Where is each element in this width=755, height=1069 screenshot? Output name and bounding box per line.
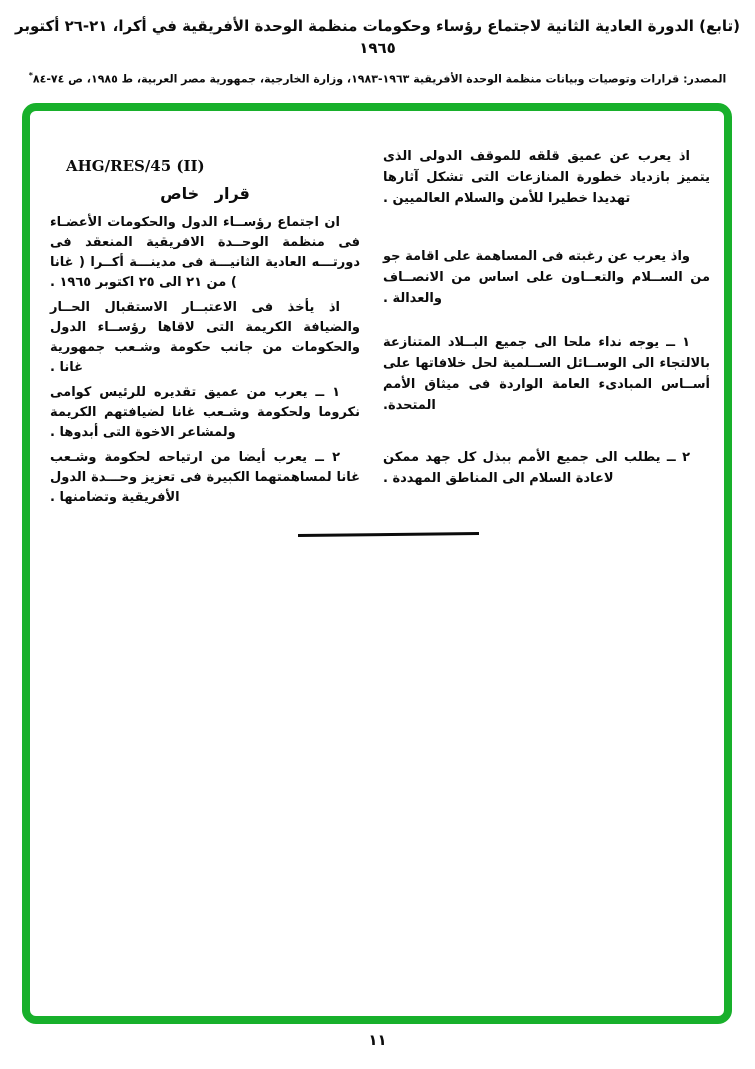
resolution-right-column: [383, 146, 710, 489]
header-source-line: [0, 68, 755, 87]
document-reference: AHG/RES/45 (II): [66, 157, 205, 175]
resolution-left-column: [50, 157, 360, 513]
resolution-paragraph: ٢ ــ يعرب أيضا من ارتياحه لحكومة وشـعب غانا لمساهمتهما الكبيرة فى تعزيز وحـــدة الدول الأفريقية وتضامنها .: [50, 450, 360, 505]
resolution-paragraph: ١ ــ يعرب من عميق تقديره للرئيس كوامى نكروما ولحكومة وشـعب غانا لضيافتهم الكريمة ولمشاعر الاخوة التى أبدوها .: [50, 385, 360, 440]
resolution-paragraph: اذ يعرب عن عميق قلقه للموقف الدولى الذى يتميز بازدياد خطورة المنازعات التى تشكل آثارها تهديدا خطيرا للأمن والسلام العالميين .: [383, 149, 710, 206]
footnote-mark: *: [28, 71, 33, 80]
page-number: ١١: [368, 1031, 387, 1049]
resolution-paragraph: واذ يعرب عن رغبته فى المساهمة على اقامة جو من الســلام والتعــاون على اساس من الانصــاف والعدالة .: [383, 249, 710, 306]
page-header: [0, 15, 755, 87]
resolution-paragraph: ان اجتماع رؤســاء الدول والحكومات الأعضـاء فى منظمة الوحــدة الافريقية المنعقد فى دورتـــه العادية الثانيـــة فى مدينـــة أكــرا ( غانا ) من ٢١ الى ٢٥ اكتوبر ١٩٦٥ .: [50, 215, 360, 290]
header-source-text: المصدر: قرارات وتوصيات وبيانات منظمة الوحدة الأفريقية ١٩٦٣-١٩٨٣، وزارة الخارجية، جمهورية مصر العربية، ط ١٩٨٥، ص ٧٤-٨٤: [32, 72, 727, 86]
resolution-paragraph: ١ ــ يوجه نداء ملحا الى جميع البــلاد المتنازعة بالالتجاء الى الوســائل الســلمية لحل خلافاتها على أســاس المبادىء العامة الواردة فى ميثاق الأمم المتحدة.: [383, 335, 710, 413]
resolution-paragraph: ٢ ــ يطلب الى جميع الأمم ببذل كل جهد ممكن لاعادة السلام الى المناطق المهددة .: [383, 450, 690, 486]
header-session-title: (تابع) الدورة العادية الثانية لاجتماع رؤساء وحكومات منظمة الوحدة الأفريقية في أكرا، ٢١-٢٦ أكتوبر ١٩٦٥: [14, 17, 741, 57]
resolution-paragraph: اذ يأخذ فى الاعتبــار الاستقبال الحــار والضيافة الكريمة التى لاقاها رؤســاء الدول والحكومات من جانب حكومة وشـعب جمهورية غانا .: [50, 300, 360, 375]
resolution-title: قرار خاص: [160, 184, 250, 203]
